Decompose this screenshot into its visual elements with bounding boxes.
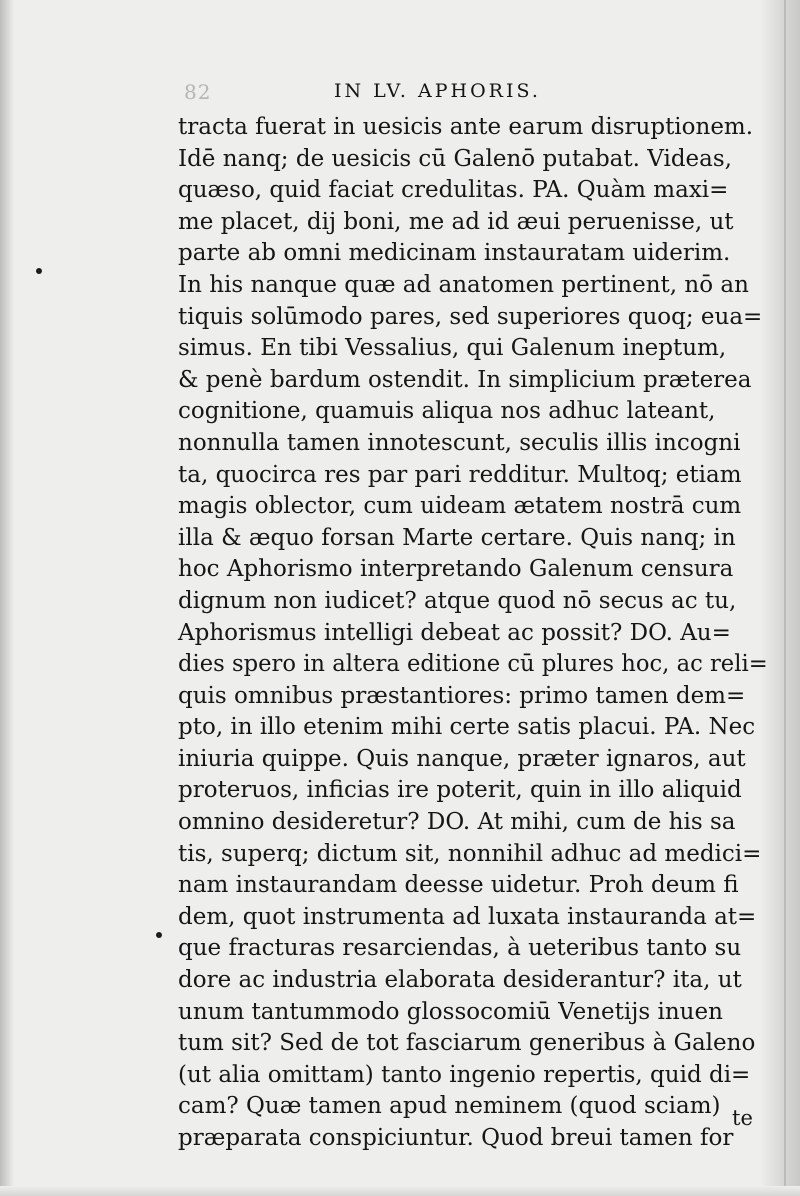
text-line: unum tantummodo glossocomiū Venetijs inuen bbox=[178, 998, 723, 1025]
text-line: nonnulla tamen innotescunt, seculis illis incogni bbox=[178, 429, 741, 456]
text-line: dem, quot instrumenta ad luxata instauranda at= bbox=[178, 903, 757, 930]
text-line: tis, superq; dictum sit, nonnihil adhuc ad medici= bbox=[178, 840, 762, 867]
text-line: nam instaurandam deesse uidetur. Proh deum fi bbox=[178, 872, 739, 899]
running-head: IN LV. APHORIS. bbox=[334, 80, 541, 102]
gutter-shadow bbox=[0, 0, 14, 1196]
text-line: tiquis solūmodo pares, sed superiores quoq; eua= bbox=[178, 303, 763, 330]
text-line: præparata conspiciuntur. Quod breui tamen for bbox=[178, 1125, 734, 1151]
text-line: & penè bardum ostendit. In simplicium præterea bbox=[178, 366, 752, 393]
text-line: Aphorismus intelligi debeat ac possit? DO. Au= bbox=[178, 619, 731, 646]
text-line: proteruos, inficias ire poterit, quin in illo aliquid bbox=[178, 777, 742, 804]
text-line: dignum non iudicet? atque quod nō secus ac tu, bbox=[178, 587, 737, 614]
text-line: que fracturas resarciendas, à ueteribus tanto su bbox=[178, 935, 742, 962]
text-line: dies spero in altera editione cū plures hoc, ac reli= bbox=[178, 651, 768, 678]
text-line: quæso, quid faciat credulitas. PA. Quàm maxi= bbox=[178, 177, 729, 204]
text-line: cognitione, quamuis aliqua nos adhuc lateant, bbox=[178, 398, 716, 425]
text-line: tracta fuerat in uesicis ante earum disruptionem. bbox=[178, 114, 754, 140]
text-line: In his nanque quæ ad anatomen pertinent, nō an bbox=[178, 271, 749, 298]
text-line: simus. En tibi Vessalius, qui Galenum ineptum, bbox=[178, 335, 727, 362]
bottom-edge bbox=[0, 1186, 800, 1196]
body-text bbox=[178, 112, 774, 1155]
page-number: 82 bbox=[184, 80, 212, 104]
margin-dot bbox=[36, 268, 42, 274]
text-line: parte ab omni medicinam instauratam uiderim. bbox=[178, 240, 731, 267]
text-line: Idē nanq; de uesicis cū Galenō putabat. Videas, bbox=[178, 145, 732, 172]
text-line: tum sit? Sed de tot fasciarum generibus à Galeno bbox=[178, 1030, 756, 1057]
text-line: cam? Quæ tamen apud neminem (quod sciam) bbox=[178, 1093, 721, 1120]
text-line: (ut alia omittam) tanto ingenio repertis, quid di= bbox=[178, 1061, 751, 1088]
text-line: omnino desideretur? DO. At mihi, cum de his sa bbox=[178, 809, 736, 836]
margin-dot bbox=[156, 932, 162, 938]
text-line: iniuria quippe. Quis nanque, præter ignaros, aut bbox=[178, 745, 746, 772]
text-line: ta, quocirca res par pari redditur. Multoq; etiam bbox=[178, 461, 742, 488]
text-line: hoc Aphorismo interpretando Galenum censura bbox=[178, 556, 734, 583]
text-line: dore ac industria elaborata desiderantur? ita, ut bbox=[178, 967, 742, 994]
text-line: pto, in illo etenim mihi certe satis placui. PA. Nec bbox=[178, 714, 756, 741]
page-header bbox=[184, 80, 764, 108]
text-line: illa & æquo forsan Marte certare. Quis nanq; in bbox=[178, 524, 736, 551]
text-line: quis omnibus præstantiores: primo tamen dem= bbox=[178, 682, 746, 709]
catchword: te bbox=[732, 1106, 753, 1130]
text-line: me placet, dij boni, me ad id æui peruenisse, ut bbox=[178, 208, 734, 235]
text-line: magis oblector, cum uideam ætatem nostrā cum bbox=[178, 493, 742, 520]
